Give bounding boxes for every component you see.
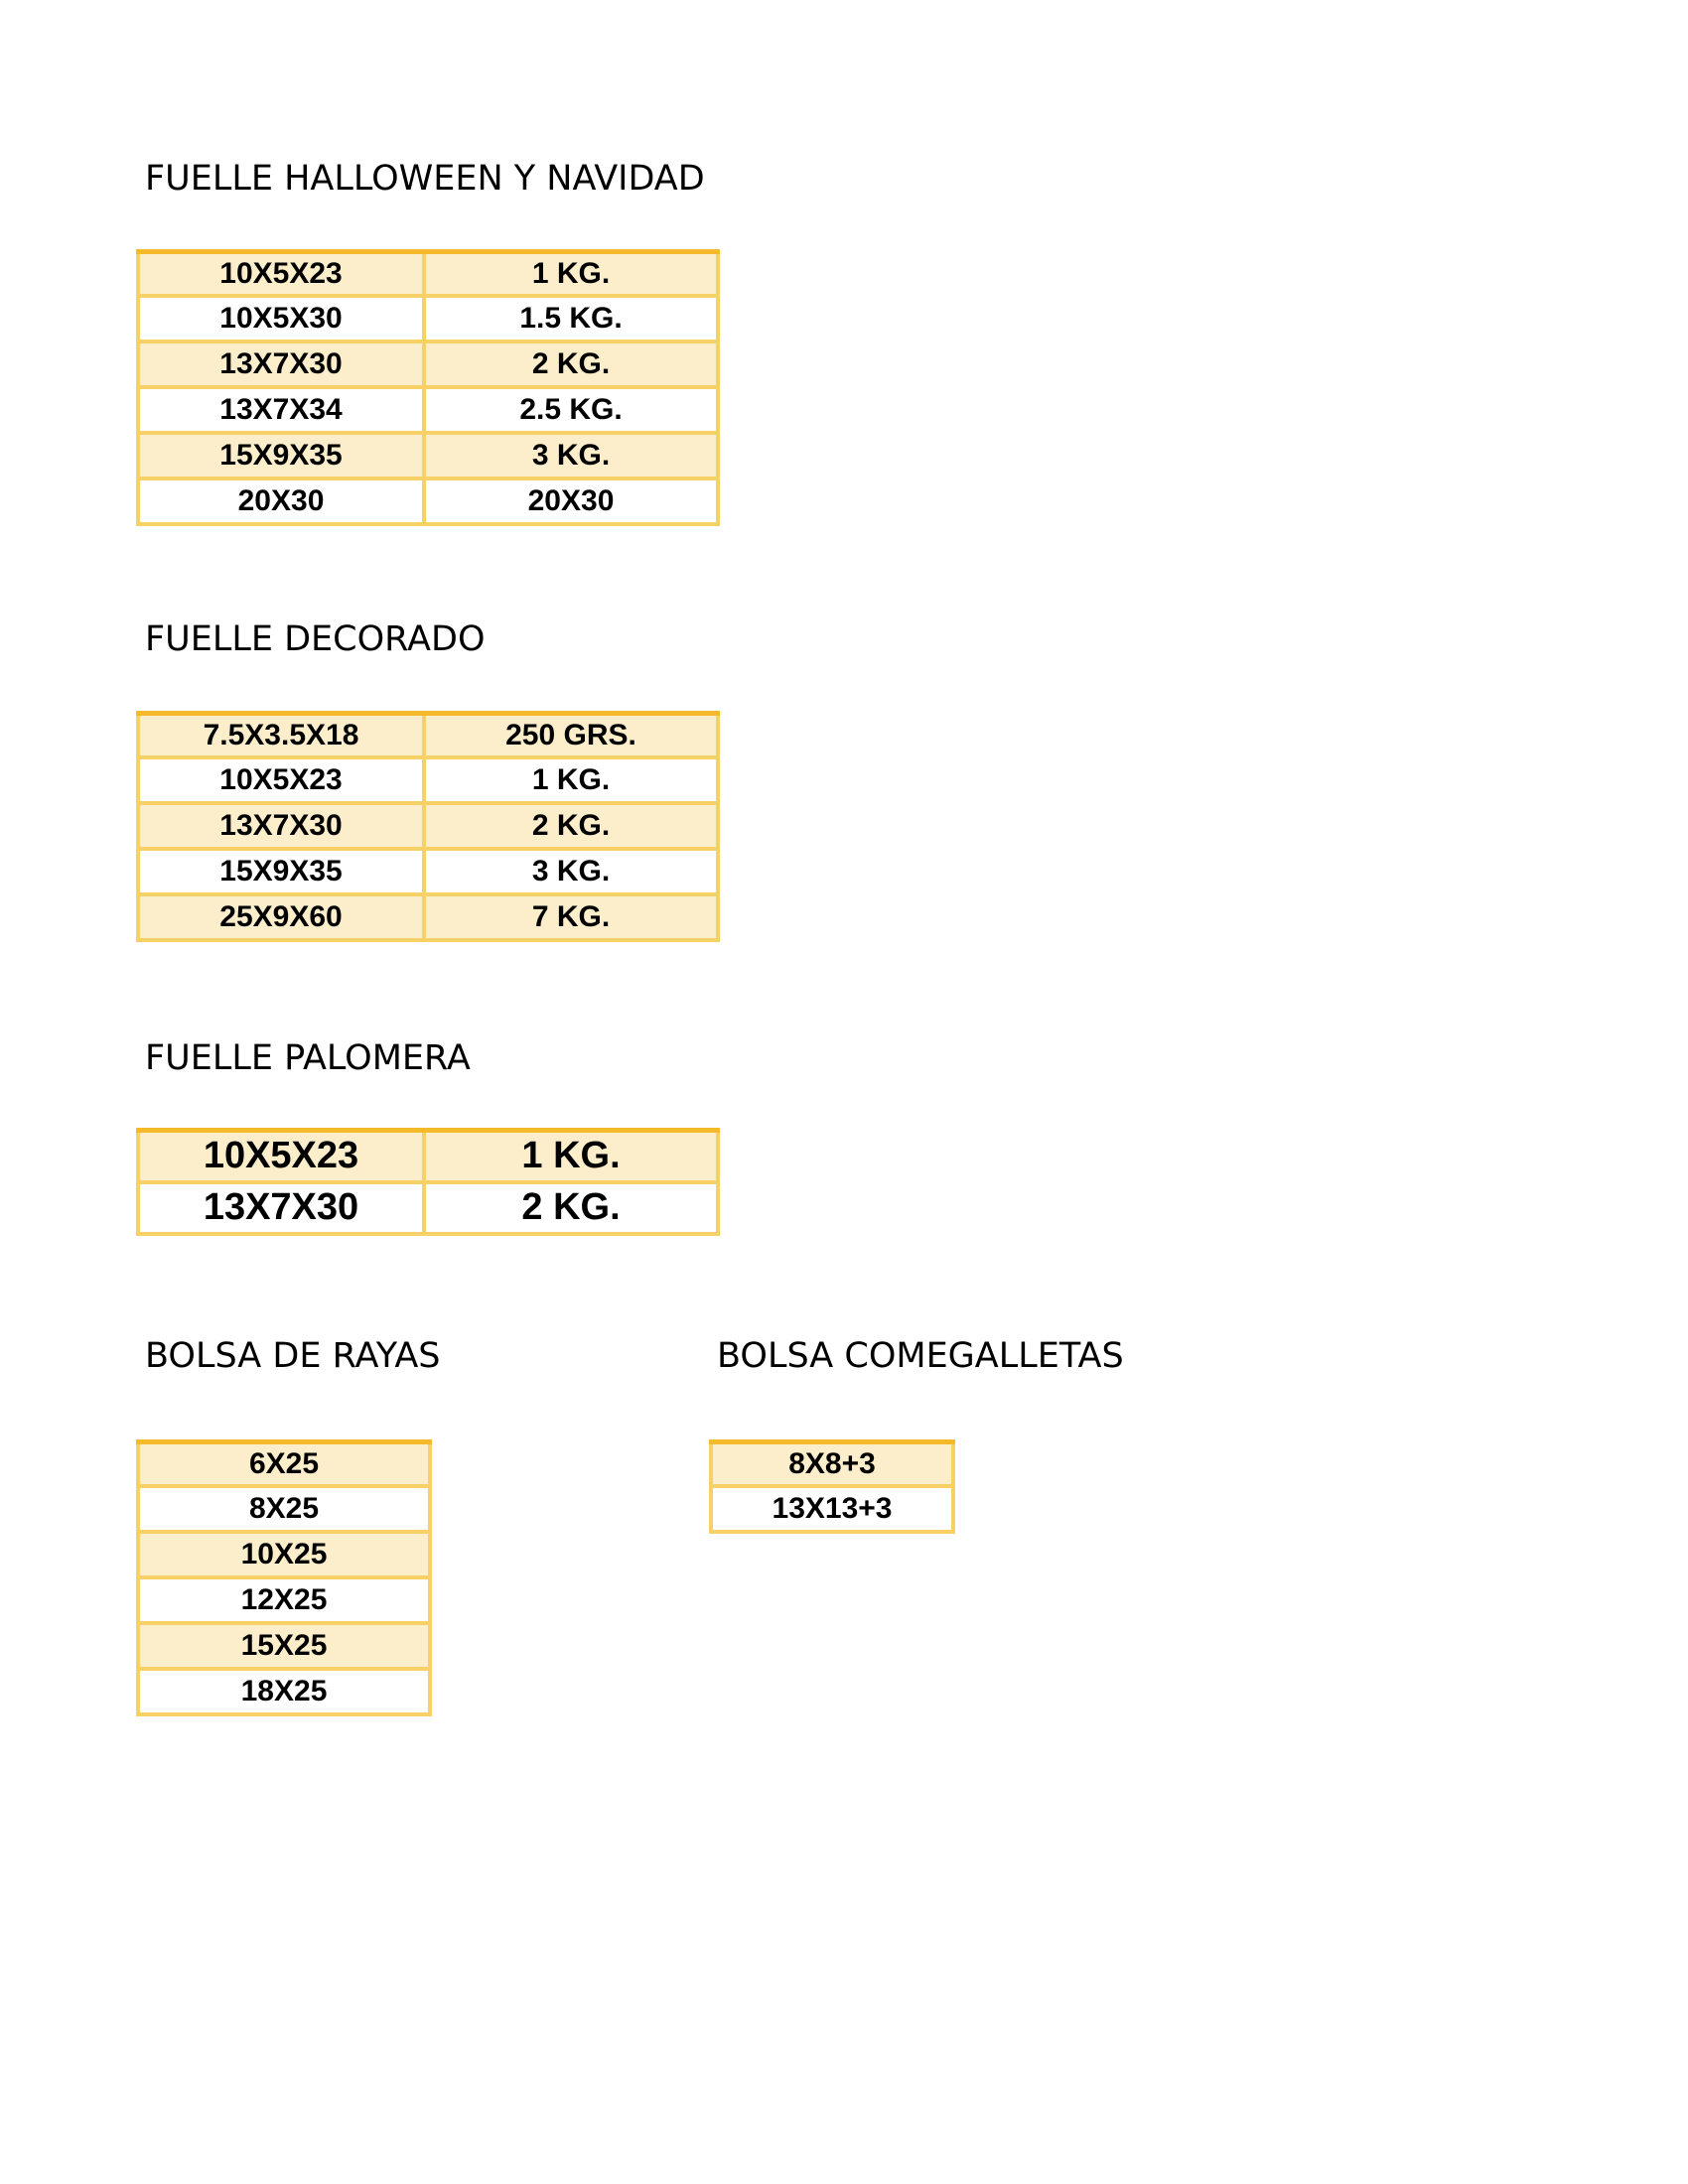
table-row bbox=[138, 1623, 430, 1669]
table-cell: 20X30 bbox=[424, 478, 718, 524]
table-cell: 18X25 bbox=[138, 1669, 430, 1714]
table-cell: 13X7X30 bbox=[138, 341, 424, 387]
table-rayas bbox=[136, 1439, 432, 1716]
table-cell: 8X25 bbox=[138, 1486, 430, 1532]
table-cell: 10X5X23 bbox=[138, 1131, 424, 1182]
table-cell: 8X8+3 bbox=[711, 1442, 953, 1486]
table-cell: 25X9X60 bbox=[138, 894, 424, 940]
section-title-comegalletas: BOLSA COMEGALLETAS bbox=[717, 1336, 1124, 1376]
table-row bbox=[138, 1669, 430, 1714]
table-cell: 2 KG. bbox=[424, 1182, 718, 1234]
table-row bbox=[138, 296, 718, 341]
table-row bbox=[138, 387, 718, 433]
table-cell: 10X5X23 bbox=[138, 252, 424, 296]
table-cell: 250 GRS. bbox=[424, 714, 718, 757]
table-comegalletas bbox=[709, 1439, 955, 1534]
table-cell: 6X25 bbox=[138, 1442, 430, 1486]
table-row bbox=[138, 478, 718, 524]
table-row bbox=[138, 1131, 718, 1182]
table-cell: 7 KG. bbox=[424, 894, 718, 940]
table-cell: 13X13+3 bbox=[711, 1486, 953, 1532]
section-title-halloween: FUELLE HALLOWEEN Y NAVIDAD bbox=[145, 159, 705, 199]
table-row bbox=[138, 1486, 430, 1532]
table-row bbox=[138, 757, 718, 803]
table-palomera bbox=[136, 1128, 720, 1236]
table-cell: 10X5X30 bbox=[138, 296, 424, 341]
section-title-rayas: BOLSA DE RAYAS bbox=[145, 1336, 441, 1376]
table-cell: 13X7X30 bbox=[138, 1182, 424, 1234]
table-row bbox=[138, 803, 718, 849]
table-cell: 15X9X35 bbox=[138, 849, 424, 894]
table-cell: 2 KG. bbox=[424, 341, 718, 387]
table-cell: 20X30 bbox=[138, 478, 424, 524]
table-row bbox=[138, 252, 718, 296]
table-cell: 1.5 KG. bbox=[424, 296, 718, 341]
table-row bbox=[138, 714, 718, 757]
table-decorado bbox=[136, 711, 720, 942]
table-row bbox=[138, 1577, 430, 1623]
table-row bbox=[138, 341, 718, 387]
table-cell: 1 KG. bbox=[424, 757, 718, 803]
table-cell: 13X7X34 bbox=[138, 387, 424, 433]
table-cell: 1 KG. bbox=[424, 252, 718, 296]
table-cell: 15X9X35 bbox=[138, 433, 424, 478]
table-row bbox=[138, 1532, 430, 1577]
table-halloween bbox=[136, 249, 720, 526]
table-cell: 7.5X3.5X18 bbox=[138, 714, 424, 757]
table-row bbox=[711, 1442, 953, 1486]
table-row bbox=[711, 1486, 953, 1532]
table-cell: 12X25 bbox=[138, 1577, 430, 1623]
table-cell: 2 KG. bbox=[424, 803, 718, 849]
table-cell: 2.5 KG. bbox=[424, 387, 718, 433]
table-cell: 13X7X30 bbox=[138, 803, 424, 849]
table-row bbox=[138, 849, 718, 894]
table-cell: 15X25 bbox=[138, 1623, 430, 1669]
table-row bbox=[138, 1182, 718, 1234]
table-cell: 3 KG. bbox=[424, 849, 718, 894]
table-cell: 3 KG. bbox=[424, 433, 718, 478]
section-title-palomera: FUELLE PALOMERA bbox=[145, 1038, 471, 1078]
table-cell: 1 KG. bbox=[424, 1131, 718, 1182]
table-row bbox=[138, 1442, 430, 1486]
table-row bbox=[138, 433, 718, 478]
section-title-decorado: FUELLE DECORADO bbox=[145, 619, 486, 659]
table-cell: 10X5X23 bbox=[138, 757, 424, 803]
table-cell: 10X25 bbox=[138, 1532, 430, 1577]
table-row bbox=[138, 894, 718, 940]
